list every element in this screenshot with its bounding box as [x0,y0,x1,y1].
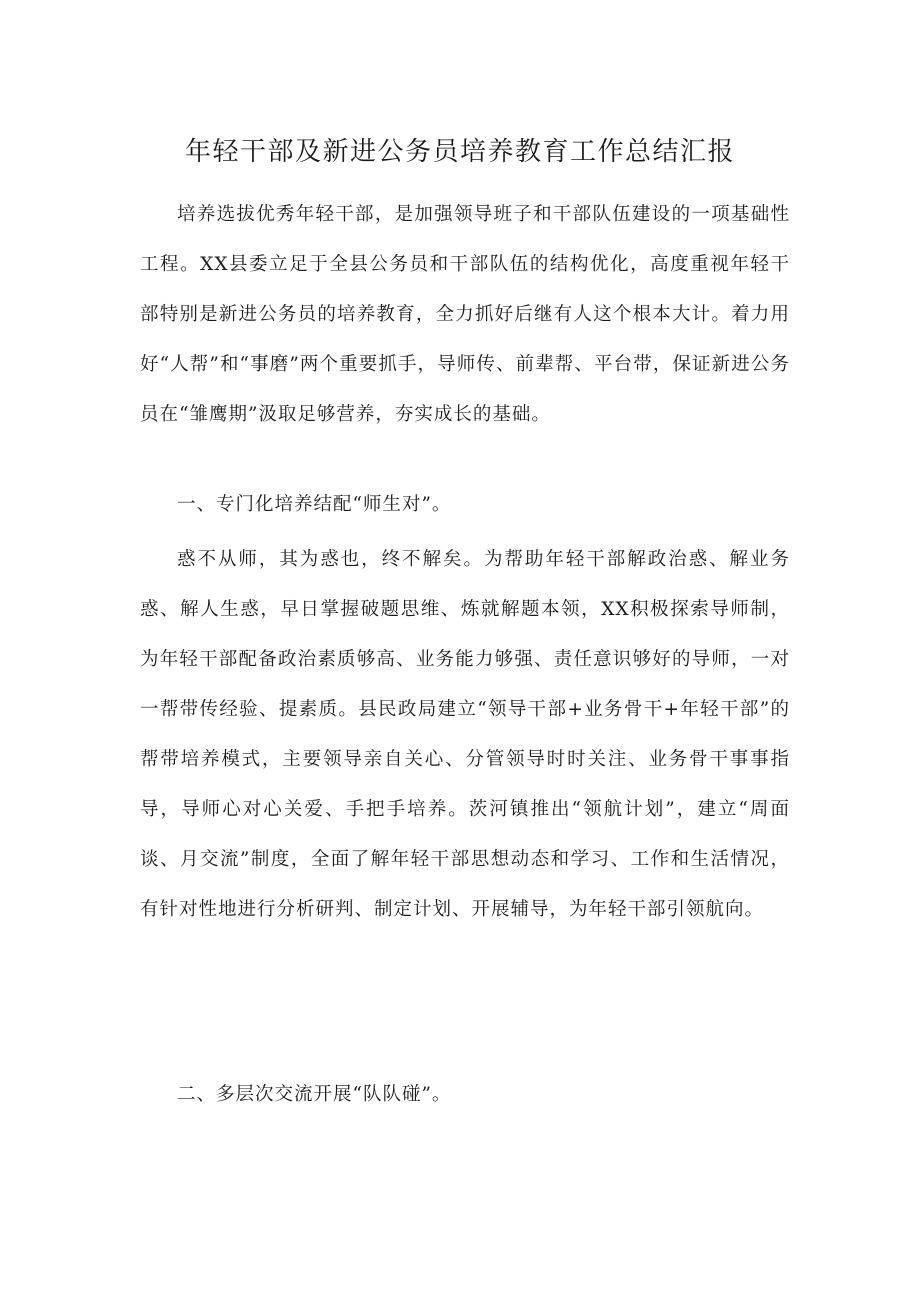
document-title: 年轻干部及新进公务员培养教育工作总结汇报 [184,137,735,167]
intro-paragraph: 培养选拔优秀年轻干部，是加强领导班子和干部队伍建设的一项基础性工程。XX县委立足于全县公务员和干部队伍的结构优化，高度重视年轻干部特别是新进公务员的培养教育，全力抓好后继有人这个根本大计。着力用好“人帮”和“事磨”两个重要抓手，导师传、前辈帮、平台带，保证新进公务员在“雏鹰期”汲取足够营养，夯实成长的基础。 [140,204,790,425]
section-paragraph-1: 惑不从师，其为惑也，终不解矣。为帮助年轻干部解政治惑、解业务惑、解人生惑，早日掌握破题思维、炼就解题本领，XX积极探索导师制，为年轻干部配备政治素质够高、业务能力够强、责任意识够好的导师，一对一帮带传经验、提素质。县民政局建立“领导干部+业务骨干+年轻干部”的帮带培养模式，主要领导亲自关心、分管领导时时关注、业务骨干事事指导，导师心对心关爱、手把手培养。茨河镇推出“领航计划”，建立“周面谈、月交流”制度，全面了解年轻干部思想动态和学习、工作和生活情况，有针对性地进行分析研判、制定计划、开展辅导，为年轻干部引领航向。 [140,549,790,920]
section-heading-1: 一、专门化培养结配“师生对”。 [177,494,452,515]
section-heading-2: 二、多层次交流开展“队队碰”。 [177,1084,452,1105]
